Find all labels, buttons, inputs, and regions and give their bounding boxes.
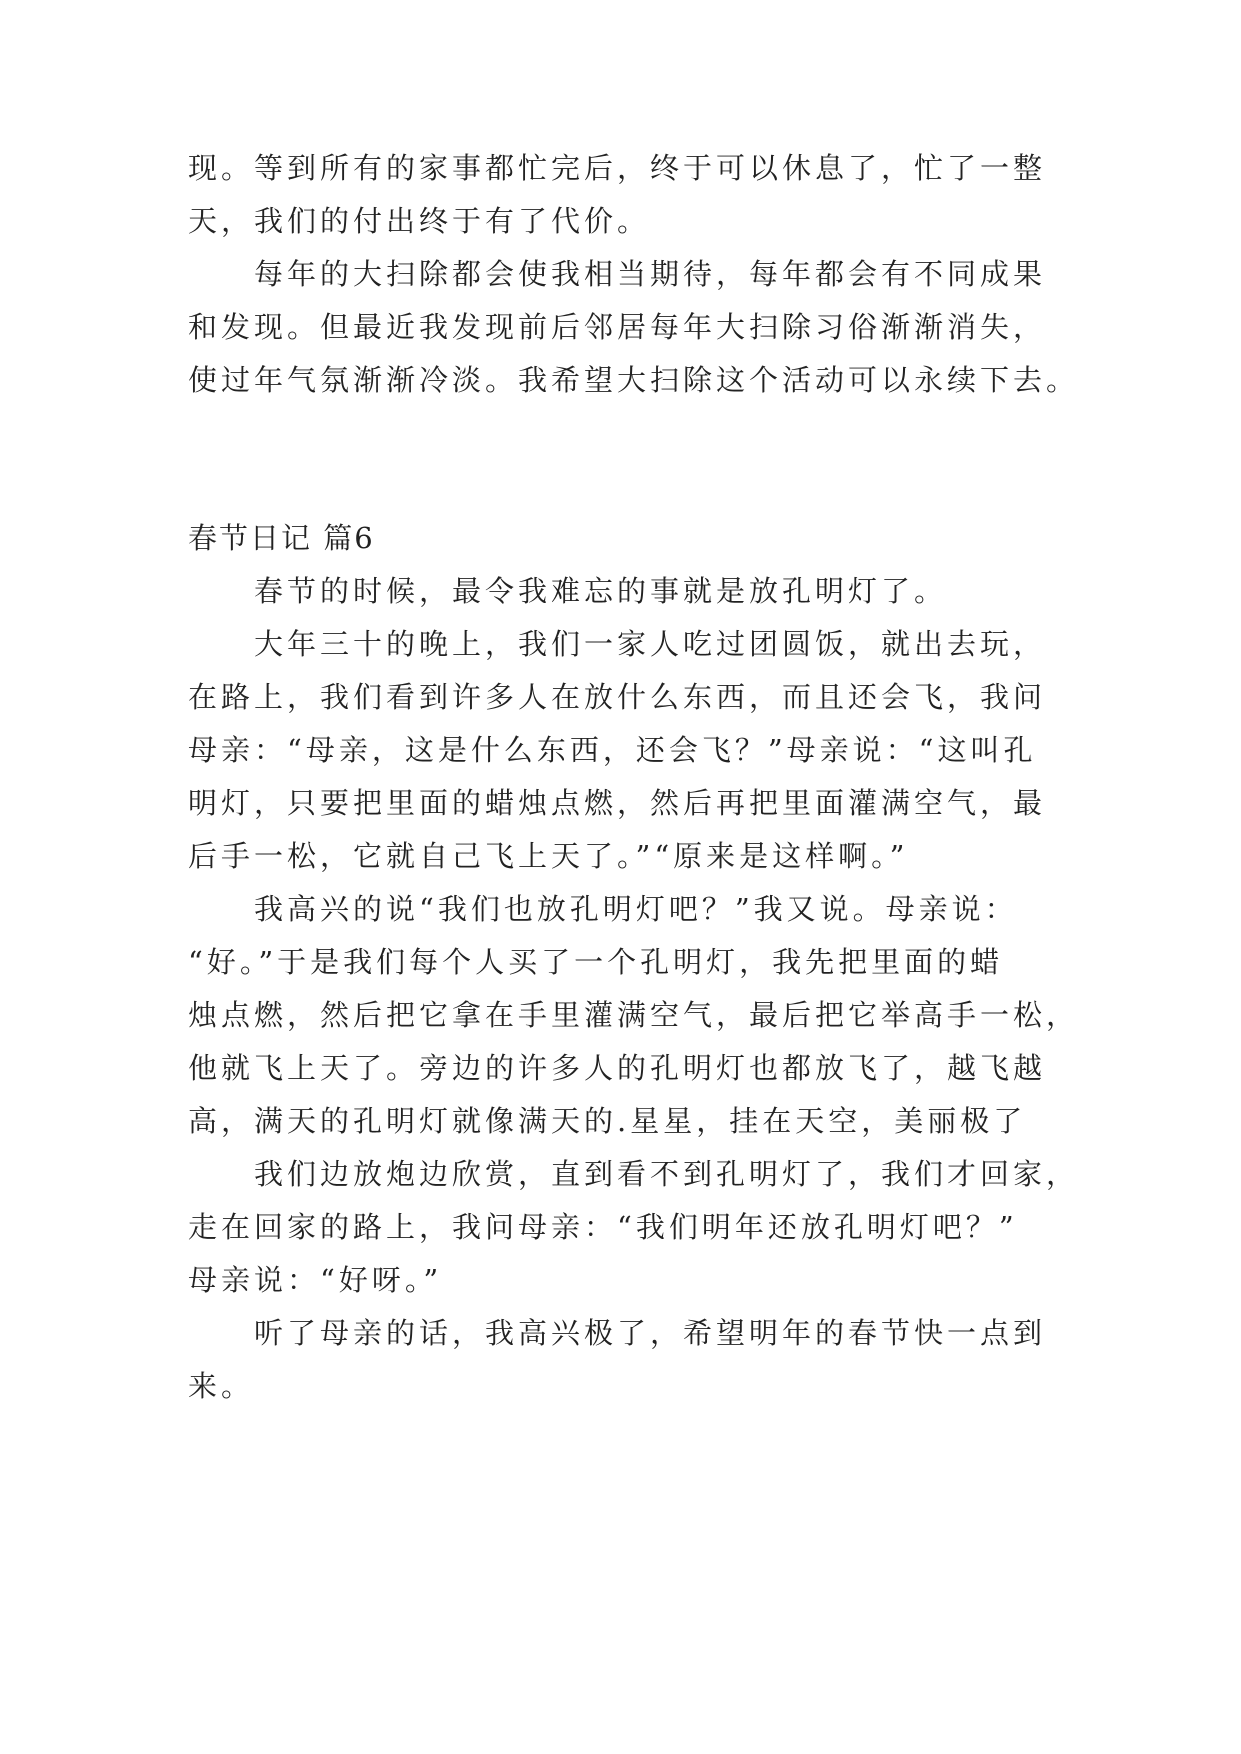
text-line: 母亲：“母亲，这是什么东西，还会飞？”母亲说：“这叫孔 bbox=[188, 733, 1037, 767]
text-line: 和发现。但最近我发现前后邻居每年大扫除习俗渐渐消失， bbox=[188, 310, 1047, 344]
text-line: 春节的时候，最令我难忘的事就是放孔明灯了。 bbox=[254, 574, 948, 608]
text-line: 我们边放炮边欣赏，直到看不到孔明灯了，我们才回家， bbox=[254, 1157, 1080, 1191]
text-line: 大年三十的晚上，我们一家人吃过团圆饭，就出去玩， bbox=[254, 627, 1047, 661]
text-line: 他就飞上天了。旁边的许多人的孔明灯也都放飞了，越飞越 bbox=[188, 1051, 1047, 1085]
text-line: 现。等到所有的家事都忙完后，终于可以休息了，忙了一整 bbox=[188, 151, 1047, 185]
text-line: “好。”于是我们每个人买了一个孔明灯，我先把里面的蜡 bbox=[188, 945, 1004, 979]
text-line: 每年的大扫除都会使我相当期待，每年都会有不同成果 bbox=[254, 257, 1047, 291]
text-line: 高，满天的孔明灯就像满天的.星星，挂在天空，美丽极了 bbox=[188, 1104, 1027, 1138]
text-line: 听了母亲的话，我高兴极了，希望明年的春节快一点到 bbox=[254, 1316, 1047, 1350]
text-line: 走在回家的路上，我问母亲：“我们明年还放孔明灯吧？” bbox=[188, 1210, 1018, 1244]
text-line: 在路上，我们看到许多人在放什么东西，而且还会飞，我问 bbox=[188, 680, 1047, 714]
text-line: 天，我们的付出终于有了代价。 bbox=[188, 204, 651, 238]
text-line: 烛点燃，然后把它拿在手里灌满空气，最后把它举高手一松， bbox=[188, 998, 1080, 1032]
text-line: 来。 bbox=[188, 1369, 255, 1403]
section-heading: 春节日记 篇6 bbox=[188, 521, 375, 555]
text-line: 母亲说：“好呀。” bbox=[188, 1263, 443, 1297]
text-line: 明灯，只要把里面的蜡烛点燃，然后再把里面灌满空气，最 bbox=[188, 786, 1047, 820]
text-line: 后手一松，它就自己飞上天了。”“原来是这样啊。” bbox=[188, 839, 909, 873]
text-line: 使过年气氛渐渐冷淡。我希望大扫除这个活动可以永续下去。 bbox=[188, 363, 1080, 397]
text-line: 我高兴的说“我们也放孔明灯吧？”我又说。母亲说： bbox=[254, 892, 1018, 926]
